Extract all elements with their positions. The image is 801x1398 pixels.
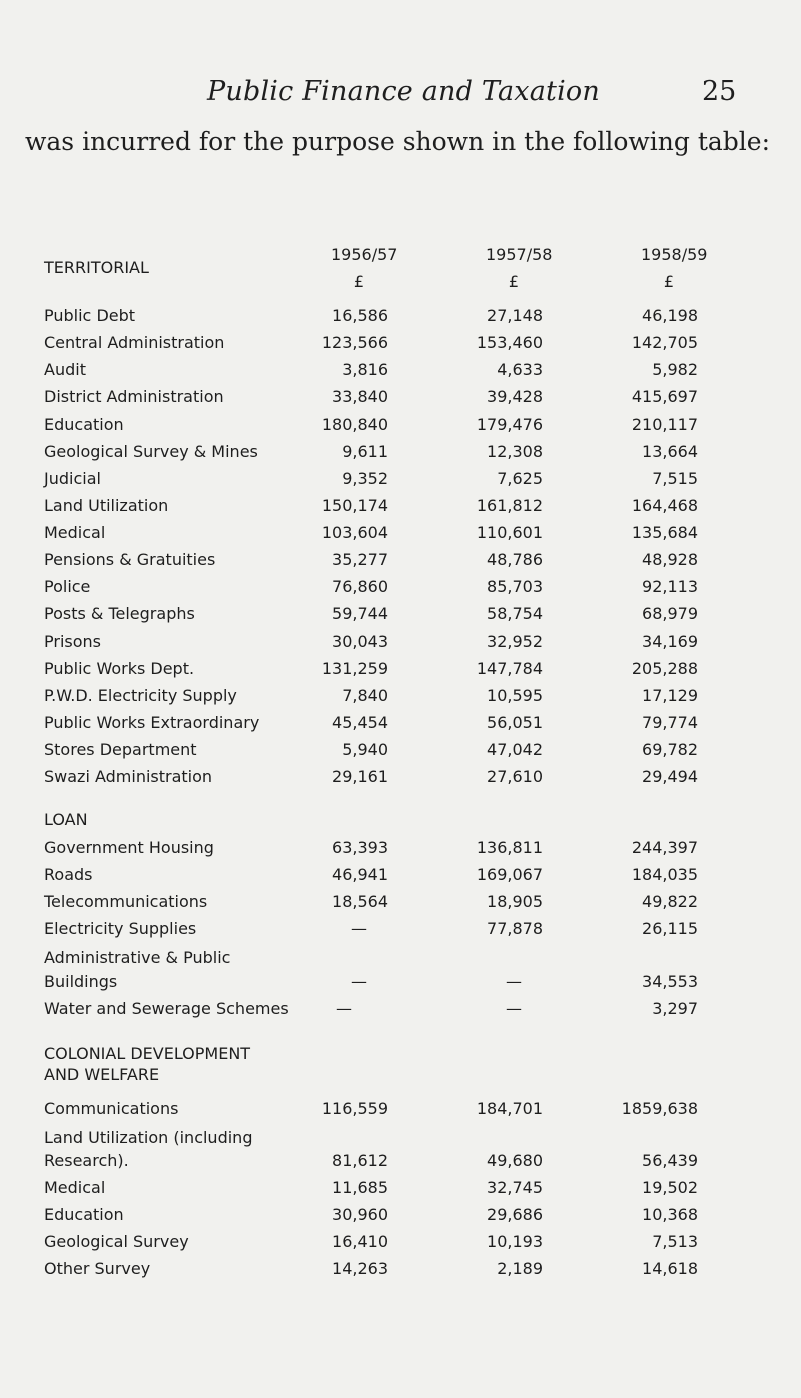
year-header-row [0, 245, 801, 267]
table-row [0, 713, 801, 735]
value-1958-59: 17,129 [642, 686, 698, 705]
value-1958-59: 1859,638 [621, 1099, 698, 1118]
page-number: 25 [702, 76, 737, 107]
row-label: Police [44, 577, 91, 596]
value-1956-57: 5,940 [342, 740, 388, 759]
value-1957-58: 27,148 [487, 306, 543, 325]
value-1956-57: 9,611 [342, 442, 388, 461]
value-1957-58: 4,633 [497, 360, 543, 379]
value-1958-59: 49,822 [642, 892, 698, 911]
value-1956-57: 9,352 [342, 469, 388, 488]
value-1958-59: 142,705 [631, 333, 698, 352]
table-row [0, 865, 801, 887]
section-heading-territorial: TERRITORIAL [44, 258, 149, 277]
table-row [0, 1205, 801, 1227]
row-label-line1: Administrative & Public [44, 948, 231, 967]
value-1956-57: 3,816 [342, 360, 388, 379]
table-row [0, 686, 801, 708]
value-1957-58: 147,784 [476, 659, 543, 678]
table-row [0, 838, 801, 860]
value-1956-57: 116,559 [321, 1099, 388, 1118]
table-row [0, 415, 801, 437]
row-label: Geological Survey & Mines [44, 442, 258, 461]
value-1957-58: 32,745 [487, 1178, 543, 1197]
value-1958-59: 26,115 [642, 919, 698, 938]
row-label: Education [44, 415, 124, 434]
value-1958-59: 3,297 [652, 999, 698, 1018]
table-row [0, 469, 801, 491]
table-row [0, 1178, 801, 1200]
table-row [0, 333, 801, 355]
value-1956-57: 59,744 [332, 604, 388, 623]
value-1957-58: 7,625 [497, 469, 543, 488]
value-1957-58: 10,595 [487, 686, 543, 705]
year-header: 1957/58 [486, 245, 553, 264]
value-1957-58: 58,754 [487, 604, 543, 623]
value-1956-57: 33,840 [332, 387, 388, 406]
row-label: District Administration [44, 387, 224, 406]
value-1956-57: 180,840 [321, 415, 388, 434]
value-1957-58: — [506, 972, 522, 991]
section-heading-cdw: COLONIAL DEVELOPMENT [44, 1044, 251, 1063]
value-1957-58: — [506, 999, 522, 1018]
value-1957-58: 56,051 [487, 713, 543, 732]
value-1956-57: 46,941 [332, 865, 388, 884]
page-header [0, 76, 801, 112]
table-row [0, 1232, 801, 1254]
currency-header: £ [353, 272, 365, 291]
currency-header: £ [663, 272, 675, 291]
currency-header: £ [508, 272, 520, 291]
row-label: Medical [44, 523, 106, 542]
value-1958-59: 10,368 [642, 1205, 698, 1224]
row-label: Communications [44, 1099, 179, 1118]
table-row [0, 972, 801, 994]
row-label: Roads [44, 865, 93, 884]
value-1958-59: 13,664 [642, 442, 698, 461]
table-row [0, 577, 801, 599]
value-1956-57: 7,840 [342, 686, 388, 705]
value-1958-59: 415,697 [631, 387, 698, 406]
row-label: Buildings [44, 972, 118, 991]
row-label: Telecommunications [44, 892, 208, 911]
row-label: Pensions & Gratuities [44, 550, 216, 569]
row-label: Research). [44, 1151, 129, 1170]
value-1957-58: 49,680 [487, 1151, 543, 1170]
table-row [0, 387, 801, 409]
row-label: Other Survey [44, 1259, 151, 1278]
row-label: Government Housing [44, 838, 214, 857]
value-1957-58: 169,067 [476, 865, 543, 884]
value-1956-57: 30,043 [332, 632, 388, 651]
value-1958-59: 7,515 [652, 469, 698, 488]
value-1956-57: 16,410 [332, 1232, 388, 1251]
value-1957-58: 153,460 [476, 333, 543, 352]
table-row [0, 496, 801, 518]
value-1958-59: 92,113 [642, 577, 698, 596]
value-1958-59: 68,979 [642, 604, 698, 623]
year-header: 1956/57 [331, 245, 398, 264]
value-1958-59: 7,513 [652, 1232, 698, 1251]
section-heading-cdw-line2: AND WELFARE [44, 1065, 160, 1084]
value-1957-58: 77,878 [487, 919, 543, 938]
table-row [0, 767, 801, 789]
value-1957-58: 161,812 [476, 496, 543, 515]
row-label: Medical [44, 1178, 106, 1197]
table-row [0, 604, 801, 626]
row-label: Water and Sewerage Schemes [44, 999, 289, 1018]
row-label: Swazi Administration [44, 767, 213, 786]
running-title: Public Finance and Taxation [207, 76, 600, 107]
value-1956-57: 16,586 [332, 306, 388, 325]
section-heading-loan: LOAN [44, 810, 88, 829]
value-1957-58: 27,610 [487, 767, 543, 786]
table-row [0, 892, 801, 914]
value-1956-57: — [351, 919, 367, 938]
value-1958-59: 205,288 [631, 659, 698, 678]
value-1958-59: 210,117 [631, 415, 698, 434]
value-1956-57: 131,259 [321, 659, 388, 678]
row-label: Land Utilization [44, 496, 169, 515]
value-1958-59: 19,502 [642, 1178, 698, 1197]
row-label: Audit [44, 360, 86, 379]
table-row [0, 360, 801, 382]
row-label: Stores Department [44, 740, 197, 759]
value-1957-58: 18,905 [487, 892, 543, 911]
value-1958-59: 56,439 [642, 1151, 698, 1170]
value-1956-57: — [336, 999, 352, 1018]
value-1957-58: 47,042 [487, 740, 543, 759]
currency-header-row [0, 272, 801, 294]
value-1958-59: 164,468 [631, 496, 698, 515]
intro-paragraph: was incurred for the purpose shown in the following table: [25, 127, 771, 156]
row-label: Geological Survey [44, 1232, 189, 1251]
value-1957-58: 85,703 [487, 577, 543, 596]
value-1958-59: 135,684 [631, 523, 698, 542]
value-1957-58: 2,189 [497, 1259, 543, 1278]
value-1956-57: 150,174 [321, 496, 388, 515]
value-1958-59: 244,397 [631, 838, 698, 857]
value-1958-59: 184,035 [631, 865, 698, 884]
value-1958-59: 29,494 [642, 767, 698, 786]
value-1956-57: 30,960 [332, 1205, 388, 1224]
value-1956-57: 123,566 [321, 333, 388, 352]
table-row [0, 659, 801, 681]
value-1958-59: 69,782 [642, 740, 698, 759]
value-1957-58: 39,428 [487, 387, 543, 406]
value-1958-59: 34,169 [642, 632, 698, 651]
value-1957-58: 136,811 [476, 838, 543, 857]
value-1956-57: 11,685 [332, 1178, 388, 1197]
value-1956-57: 18,564 [332, 892, 388, 911]
value-1956-57: 103,604 [321, 523, 388, 542]
table-row [0, 999, 801, 1021]
table-row [0, 523, 801, 545]
table-row [0, 1259, 801, 1281]
value-1958-59: 48,928 [642, 550, 698, 569]
value-1956-57: 63,393 [332, 838, 388, 857]
year-header: 1958/59 [641, 245, 708, 264]
row-label: Prisons [44, 632, 101, 651]
table-row [0, 550, 801, 572]
row-label: Posts & Telegraphs [44, 604, 195, 623]
value-1957-58: 12,308 [487, 442, 543, 461]
value-1957-58: 29,686 [487, 1205, 543, 1224]
value-1956-57: 14,263 [332, 1259, 388, 1278]
row-label: Judicial [44, 469, 101, 488]
table-row [0, 442, 801, 464]
row-label: Public Works Extraordinary [44, 713, 260, 732]
row-label: Electricity Supplies [44, 919, 197, 938]
value-1957-58: 48,786 [487, 550, 543, 569]
value-1958-59: 14,618 [642, 1259, 698, 1278]
value-1956-57: 45,454 [332, 713, 388, 732]
value-1958-59: 5,982 [652, 360, 698, 379]
row-label: P.W.D. Electricity Supply [44, 686, 237, 705]
table-row [0, 740, 801, 762]
row-label: Public Works Dept. [44, 659, 195, 678]
value-1956-57: 76,860 [332, 577, 388, 596]
value-1958-59: 46,198 [642, 306, 698, 325]
row-label: Central Administration [44, 333, 225, 352]
value-1957-58: 110,601 [476, 523, 543, 542]
table-row [0, 632, 801, 654]
table-row [0, 1099, 801, 1121]
value-1958-59: 34,553 [642, 972, 698, 991]
value-1957-58: 179,476 [476, 415, 543, 434]
table-row [0, 306, 801, 328]
row-label: Education [44, 1205, 124, 1224]
table-row [0, 919, 801, 941]
row-label: Public Debt [44, 306, 136, 325]
value-1956-57: 29,161 [332, 767, 388, 786]
value-1957-58: 10,193 [487, 1232, 543, 1251]
value-1957-58: 184,701 [476, 1099, 543, 1118]
value-1958-59: 79,774 [642, 713, 698, 732]
value-1956-57: — [351, 972, 367, 991]
row-label-line1: Land Utilization (including [44, 1128, 253, 1147]
value-1956-57: 81,612 [332, 1151, 388, 1170]
value-1957-58: 32,952 [487, 632, 543, 651]
value-1956-57: 35,277 [332, 550, 388, 569]
table-row [0, 1151, 801, 1173]
